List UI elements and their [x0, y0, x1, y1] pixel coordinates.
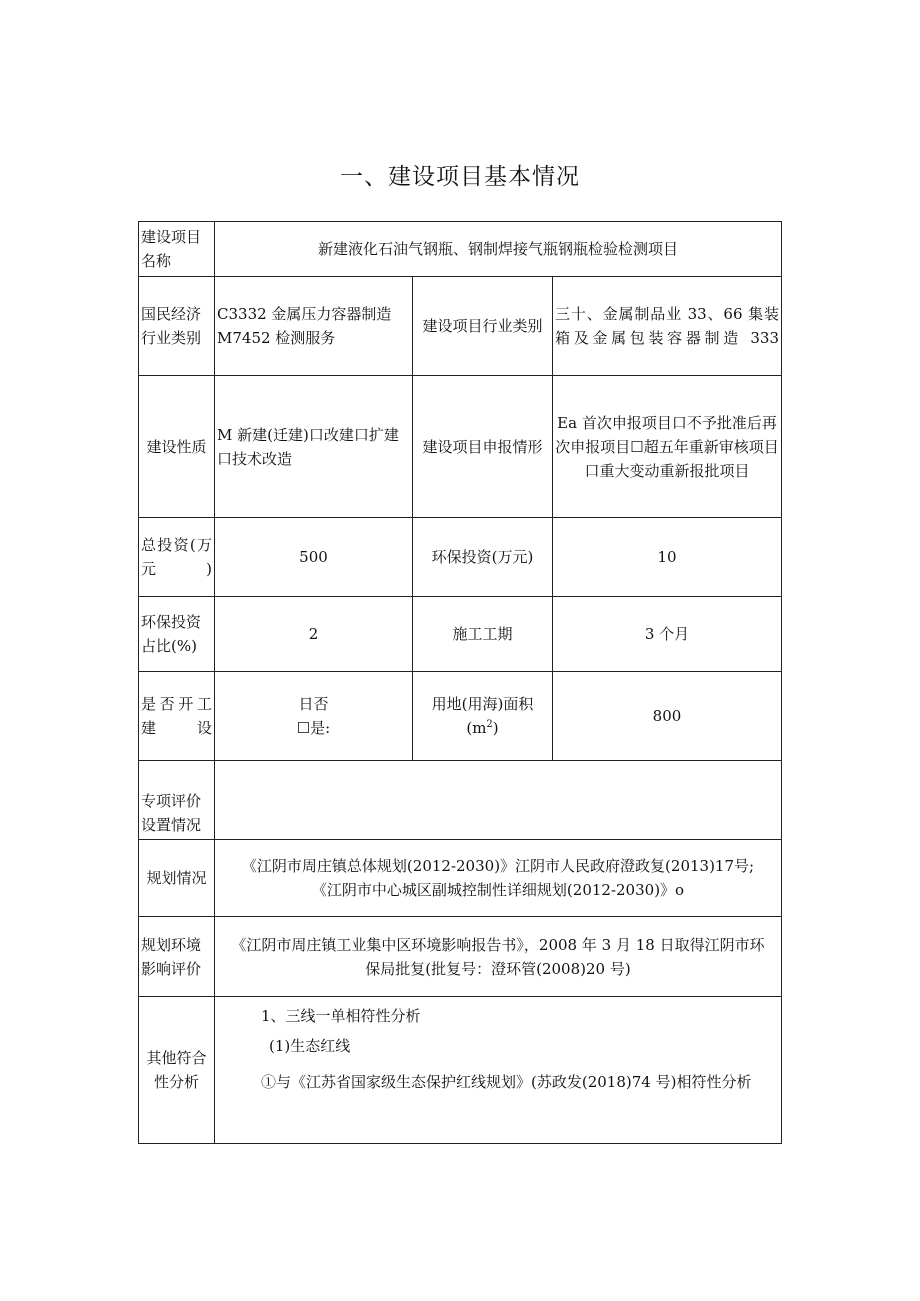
- land-area-unit: $(m^2)$: [466, 719, 499, 737]
- declaration-value: Ea 首次申报项目口不予批准后再次申报项目☐超五年重新审核项目口重大变动重新报批项目: [553, 376, 782, 518]
- other-line-1: 1、三线一单相符性分析: [261, 1007, 421, 1025]
- nature-label: 建设性质: [139, 376, 215, 518]
- land-area-value: 800: [553, 672, 782, 761]
- row-project-name: [139, 222, 782, 277]
- industry-label: 国民经济行业类别: [139, 277, 215, 376]
- option-yes: ☐是:: [296, 719, 331, 737]
- started-label: 是否开工建设: [139, 672, 215, 761]
- project-industry-label: 建设项目行业类别: [413, 277, 553, 376]
- investment-label: 总投资(万元): [139, 518, 215, 597]
- row-other: [139, 997, 782, 1144]
- planning-label: 规划情况: [139, 840, 215, 917]
- started-options: [215, 672, 413, 761]
- land-area-label: [413, 672, 553, 761]
- industry-value: [215, 277, 413, 376]
- special-eval-label: 专项评价设置情况: [139, 761, 215, 840]
- project-info-table: [138, 221, 782, 1144]
- other-label: 其他符合性分析: [139, 997, 215, 1144]
- planning-env-value: 《江阴市周庄镇工业集中区环境影响报告书》，2008 年 3 月 18 日取得江阴市环保局批复(批复号：澄环管(2008)20 号): [215, 917, 782, 997]
- other-value: [215, 997, 782, 1144]
- planning-env-label: 规划环境影响评价: [139, 917, 215, 997]
- row-special-eval: [139, 761, 782, 840]
- other-line-3: ①与《江苏省国家级生态保护红线规划》(苏政发(2018)74 号)相符性分析: [261, 1073, 752, 1091]
- special-eval-value: [215, 761, 782, 840]
- project-industry-value: 三十、金属制品业 33、66 集装箱及金属包装容器制造 333: [553, 277, 782, 376]
- row-nature: [139, 376, 782, 518]
- industry-code-2: M7452 检测服务: [217, 329, 336, 347]
- industry-code-1: C3332 金属压力容器制造: [217, 305, 392, 323]
- project-name-value: 新建液化石油气钢瓶、钢制焊接气瓶钢瓶检验检测项目: [215, 222, 782, 277]
- page-title: 一、建设项目基本情况: [340, 164, 580, 190]
- investment-value: 500: [215, 518, 413, 597]
- env-investment-label: 环保投资(万元): [413, 518, 553, 597]
- construction-period-value: 3 个月: [553, 597, 782, 672]
- row-investment: [139, 518, 782, 597]
- row-env-ratio: [139, 597, 782, 672]
- row-planning-env: [139, 917, 782, 997]
- land-area-label-text: 用地(用海)面积: [431, 695, 534, 713]
- declaration-label: 建设项目申报情形: [413, 376, 553, 518]
- other-line-2: (1)生态红线: [269, 1037, 351, 1055]
- nature-value: M 新建(迁建)口改建口扩建口技术改造: [215, 376, 413, 518]
- row-industry: [139, 277, 782, 376]
- env-ratio-label: 环保投资占比(%): [139, 597, 215, 672]
- project-name-label: 建设项目名称: [139, 222, 215, 277]
- construction-period-label: 施工工期: [413, 597, 553, 672]
- row-started: [139, 672, 782, 761]
- env-investment-value: 10: [553, 518, 782, 597]
- row-planning: [139, 840, 782, 917]
- env-ratio-value: 2: [215, 597, 413, 672]
- planning-value: 《江阴市周庄镇总体规划(2012-2030)》江阴市人民政府澄政复(2013)17号;《江阴市中心城区副城控制性详细规划(2012-2030)》o: [215, 840, 782, 917]
- option-no: 日否: [298, 695, 329, 713]
